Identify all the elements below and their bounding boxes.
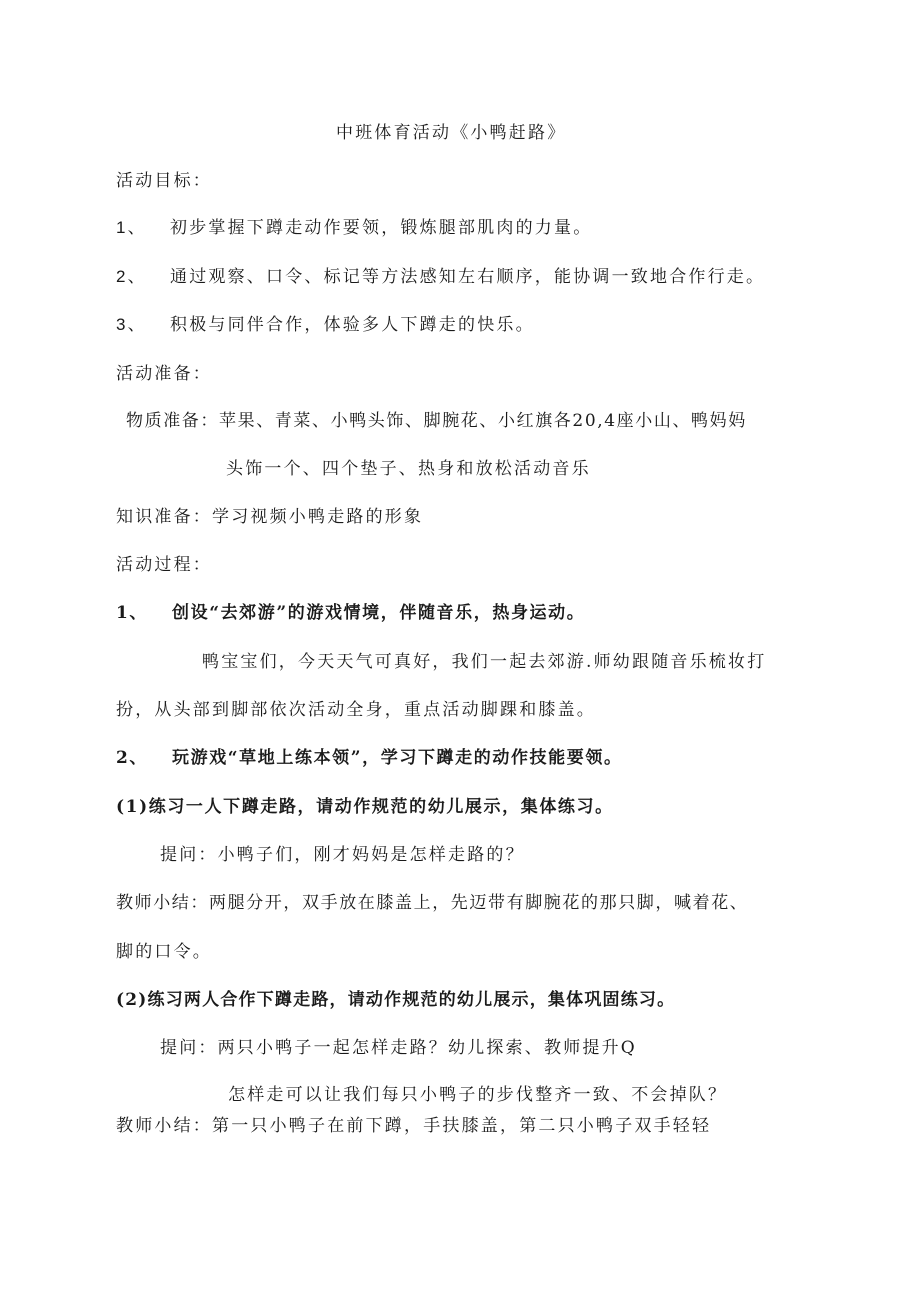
sub-step-1-question: 提问：小鸭子们，刚才妈妈是怎样走路的？ [160, 845, 525, 865]
step-number: 1、 [116, 603, 149, 623]
goal-text: 通过观察、口令、标记等方法感知左右顺序，能协调一致地合作行走。 [170, 267, 766, 287]
sub-step-2-question: 提问：两只小鸭子一起怎样走路？幼儿探索、教师提升Q [160, 1038, 637, 1058]
material-prep: 物质准备：苹果、青菜、小鸭头饰、脚腕花、小红旗各20,4座小山、鸭妈妈 [126, 411, 747, 431]
goal-item-2 [116, 265, 765, 289]
material-prep-cont: 头饰一个、四个垫子、热身和放松活动音乐 [226, 459, 591, 479]
knowledge-prep: 知识准备：学习视频小鸭走路的形象 [116, 507, 424, 527]
goal-number: 3、 [116, 315, 147, 334]
step-1-body-line-2: 扮，从头部到脚部依次活动全身，重点活动脚踝和膝盖。 [116, 700, 596, 720]
sub-step-1-summary-line-1: 教师小结：两腿分开，双手放在膝盖上，先迈带有脚腕花的那只脚，喊着花、 [116, 893, 749, 913]
step-2-title [116, 746, 623, 770]
step-1-title [116, 601, 585, 625]
sub-step-1-summary-line-2: 脚的口令。 [116, 942, 212, 962]
goal-item-1 [116, 216, 592, 240]
step-number: 2、 [116, 748, 149, 768]
step-title-text: 创设“去郊游”的游戏情境，伴随音乐，热身运动。 [172, 603, 586, 623]
goal-number: 1、 [116, 218, 147, 237]
process-heading: 活动过程： [116, 555, 212, 575]
prep-heading: 活动准备： [116, 364, 212, 384]
sub-step-2-summary: 教师小结：第一只小鸭子在前下蹲，手扶膝盖，第二只小鸭子双手轻轻 [116, 1116, 712, 1136]
goal-text: 初步掌握下蹲走动作要领，锻炼腿部肌肉的力量。 [170, 218, 593, 238]
doc-title: 中班体育活动《小鸭赶路》 [336, 123, 567, 143]
sub-step-2-title: (2)练习两人合作下蹲走路，请动作规范的幼儿展示，集体巩固练习。 [116, 990, 676, 1010]
sub-step-2-question-line-2: 怎样走可以让我们每只小鸭子的步伐整齐一致、不会掉队？ [228, 1085, 728, 1105]
goal-text: 积极与同伴合作，体验多人下蹲走的快乐。 [170, 315, 535, 335]
step-title-text: 玩游戏“草地上练本领”，学习下蹲走的动作技能要领。 [172, 748, 623, 768]
sub-step-1-title: (1)练习一人下蹲走路，请动作规范的幼儿展示，集体练习。 [116, 797, 614, 817]
step-1-body-line-1: 鸭宝宝们，今天天气可真好，我们一起去郊游.师幼跟随音乐梳妆打 [202, 652, 767, 672]
goal-number: 2、 [116, 267, 147, 286]
goal-item-3 [116, 313, 535, 337]
goals-heading: 活动目标： [116, 171, 212, 191]
